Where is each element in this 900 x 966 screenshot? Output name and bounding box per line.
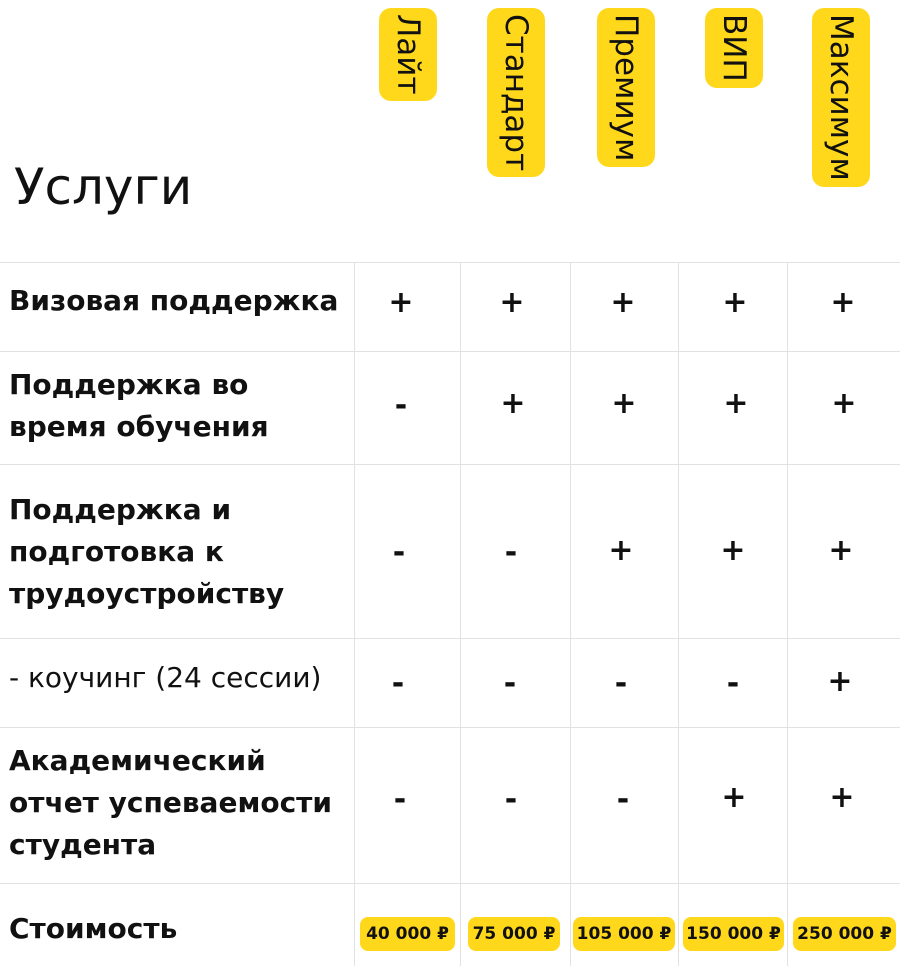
column-divider <box>787 262 788 966</box>
cell-mark: + <box>831 386 857 421</box>
tier-header-lite: Лайт <box>379 8 437 101</box>
cell-mark: - <box>504 782 518 817</box>
price-badge-standard: 75 000 ₽ <box>468 917 560 951</box>
row-label-price: Стоимость <box>9 912 178 945</box>
row-divider <box>0 638 900 639</box>
row-divider <box>0 727 900 728</box>
column-divider <box>354 262 355 966</box>
row-divider <box>0 262 900 263</box>
cell-mark: + <box>500 386 526 421</box>
cell-mark: + <box>830 285 856 320</box>
page-title: Услуги <box>14 158 193 216</box>
row-label-study-support: Поддержка во время обучения <box>9 368 269 443</box>
row-divider <box>0 464 900 465</box>
cell-mark: - <box>393 782 407 817</box>
cell-mark: - <box>504 535 518 570</box>
row-label-coaching: - коучинг (24 сессии) <box>9 661 322 694</box>
column-divider <box>460 262 461 966</box>
cell-mark: + <box>829 780 855 815</box>
cell-mark: + <box>828 533 854 568</box>
row-divider <box>0 883 900 884</box>
price-badge-vip: 150 000 ₽ <box>683 917 784 951</box>
price-badge-premium: 105 000 ₽ <box>573 917 675 951</box>
tier-header-premium: Премиум <box>597 8 655 167</box>
cell-mark: - <box>614 666 628 701</box>
cell-mark: + <box>720 533 746 568</box>
cell-mark: + <box>827 664 853 699</box>
cell-mark: + <box>722 285 748 320</box>
column-divider <box>678 262 679 966</box>
tier-header-standard: Стандарт <box>487 8 545 177</box>
cell-mark: + <box>610 285 636 320</box>
price-badge-maximum: 250 000 ₽ <box>793 917 896 951</box>
cell-mark: - <box>616 782 630 817</box>
row-label-visa-support: Визовая поддержка <box>9 284 339 317</box>
row-label-career-support: Поддержка и подготовка к трудоустройству <box>9 493 285 610</box>
price-badge-lite: 40 000 ₽ <box>360 917 455 951</box>
cell-mark: + <box>608 533 634 568</box>
cell-mark: - <box>394 388 408 423</box>
column-divider <box>570 262 571 966</box>
tier-header-vip: ВИП <box>705 8 763 88</box>
cell-mark: + <box>611 386 637 421</box>
cell-mark: - <box>392 535 406 570</box>
cell-mark: + <box>499 285 525 320</box>
cell-mark: + <box>388 285 414 320</box>
cell-mark: + <box>721 780 747 815</box>
cell-mark: - <box>726 666 740 701</box>
cell-mark: - <box>391 666 405 701</box>
tier-header-maximum: Максимум <box>812 8 870 187</box>
row-divider <box>0 351 900 352</box>
row-label-academic-report: Академический отчет успеваемости студента <box>9 744 333 861</box>
cell-mark: + <box>723 386 749 421</box>
cell-mark: - <box>503 666 517 701</box>
